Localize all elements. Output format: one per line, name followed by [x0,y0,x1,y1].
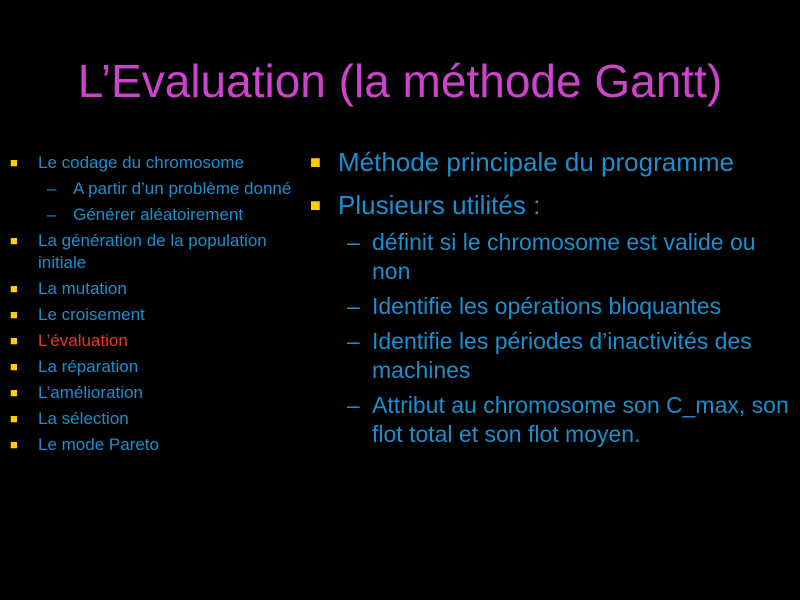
outline-item [10,356,300,378]
content-subitem-label: Attribut au chromosome son C_max, son flot total et son flot moyen. [372,392,789,447]
content-item-label: Méthode principale du programme [338,147,734,177]
outline-item-label: Le mode Pareto [38,435,159,454]
square-bullet-icon: ■ [10,385,18,400]
outline-item [10,152,300,174]
square-bullet-icon: ■ [10,307,18,322]
square-bullet-icon: ■ [310,152,321,172]
dash-bullet-icon: – [347,293,360,319]
square-bullet-icon: ■ [10,233,18,248]
outline-subitem-label: A partir d’un problème donné [73,179,292,198]
outline-item [10,382,300,404]
outline-item-active [10,330,300,352]
dash-bullet-icon: – [347,328,360,354]
content-subitem-label: Identifie les opérations bloquantes [372,293,722,319]
outline-item-label: L’amélioration [38,383,143,402]
outline-item-label: La génération de la population initiale [38,231,267,272]
dash-bullet-icon: – [47,179,57,198]
outline-item [10,230,300,274]
outline-item-label: La mutation [38,279,127,298]
outline-item-label: Le croisement [38,305,145,324]
dash-bullet-icon: – [347,392,360,418]
outline-item [10,408,300,430]
content-subitem [310,228,790,286]
content-subitem [310,292,790,321]
outline-item [10,278,300,300]
square-bullet-icon: ■ [10,281,18,296]
content-subitem [310,391,790,449]
content-subitem-label: définit si le chromosome est valide ou non [372,229,756,284]
square-bullet-icon: ■ [10,333,18,348]
outline-item-label: La sélection [38,409,129,428]
content-list [310,146,790,455]
dash-bullet-icon: – [347,229,360,255]
content-item [310,189,790,222]
outline-subitem [10,204,300,226]
square-bullet-icon: ■ [310,195,321,215]
outline-subitem [10,178,300,200]
square-bullet-icon: ■ [10,359,18,374]
outline-item [10,304,300,326]
outline-subitem-label: Générer aléatoirement [73,205,244,224]
dash-bullet-icon: – [47,205,57,224]
content-subitem-label: Identifie les périodes d’inactivités des machines [372,328,752,383]
content-subitem [310,327,790,385]
content-item-label: Plusieurs utilités : [338,190,541,220]
outline-list [10,152,300,460]
square-bullet-icon: ■ [10,155,18,170]
outline-item-label: Le codage du chromosome [38,153,245,172]
outline-item [10,434,300,456]
outline-item-label: La réparation [38,357,139,376]
content-item [310,146,790,179]
square-bullet-icon: ■ [10,437,18,452]
outline-item-label: L’évaluation [38,331,128,350]
slide-title: L’Evaluation (la méthode Gantt) [77,55,723,107]
square-bullet-icon: ■ [10,411,18,426]
content-sublist [310,228,790,449]
